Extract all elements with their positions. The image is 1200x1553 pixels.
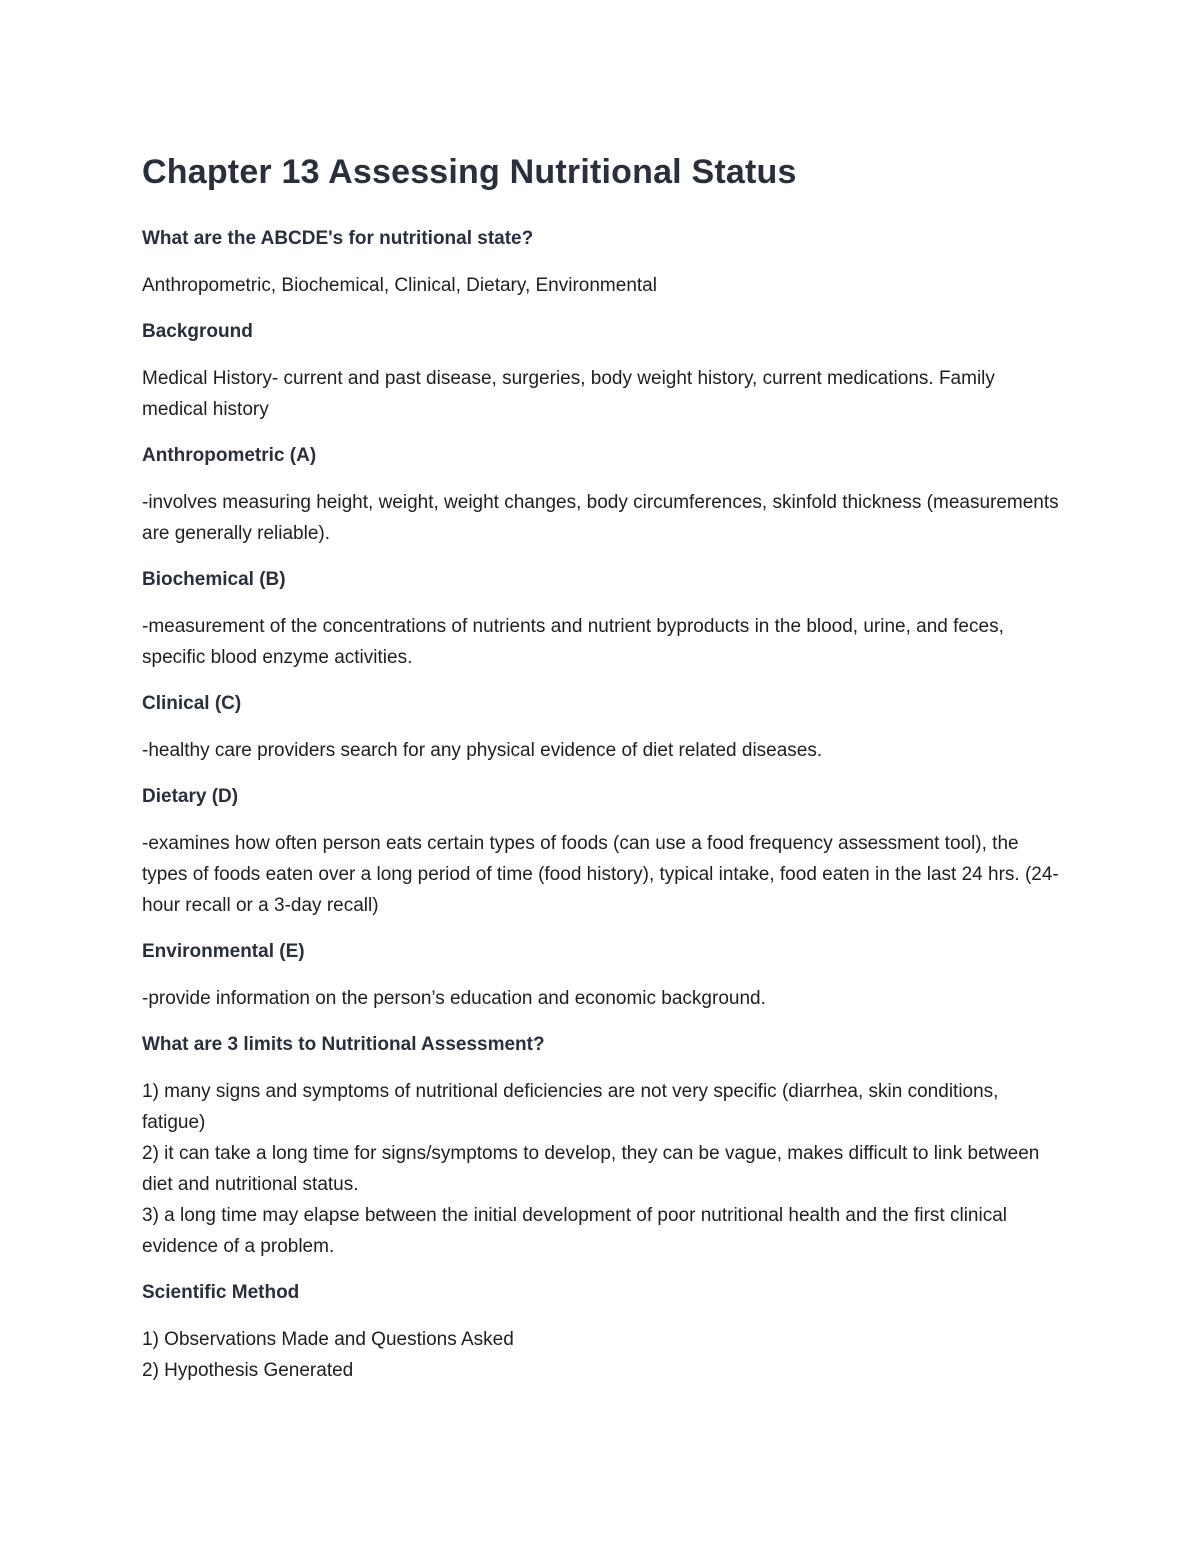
section-heading: Background [142, 321, 253, 342]
list-item: 3) a long time may elapse between the initial development of poor nutritional health and the first clinical evidence of a problem. [142, 1205, 1008, 1257]
section-text: Anthropometric, Biochemical, Clinical, Dietary, Environmental [142, 275, 657, 296]
section-text: -involves measuring height, weight, weight changes, body circumferences, skinfold thickness (measurements are generally reliable). [142, 492, 1059, 544]
section-heading: Environmental (E) [142, 941, 305, 962]
section-limits [142, 1030, 1062, 1262]
section-text: -healthy care providers search for any physical evidence of diet related diseases. [142, 740, 823, 761]
section-heading: What are the ABCDE's for nutritional state? [142, 228, 534, 249]
page-title: Chapter 13 Assessing Nutritional Status [142, 153, 797, 191]
section-heading: Clinical (C) [142, 693, 242, 714]
section-background [142, 317, 1062, 425]
section-text: -provide information on the person’s education and economic background. [142, 988, 766, 1009]
list-item: 1) many signs and symptoms of nutritional deficiencies are not very specific (diarrhea, skin conditions, fatigue) [142, 1081, 999, 1133]
section-heading: Scientific Method [142, 1282, 300, 1303]
section-dietary [142, 782, 1062, 921]
section-environmental [142, 937, 1062, 1014]
section-heading: Dietary (D) [142, 786, 239, 807]
section-text: -examines how often person eats certain types of foods (can use a food frequency assessment tool), the types of foods eaten over a long period of time (food history), typical intake, food eaten in the last 24 hrs. (24-hour recall or a 3-day recall) [142, 833, 1059, 916]
document-content [142, 150, 1062, 1402]
section-scientific-method [142, 1278, 1062, 1386]
list-item: 1) Observations Made and Questions Asked [142, 1329, 514, 1350]
scientific-method-list [142, 1324, 1062, 1386]
list-item: 2) Hypothesis Generated [142, 1360, 354, 1381]
section-clinical [142, 689, 1062, 766]
section-text: -measurement of the concentrations of nutrients and nutrient byproducts in the blood, urine, and feces, specific blood enzyme activities. [142, 616, 1004, 668]
section-abcde [142, 224, 1062, 301]
section-heading: Biochemical (B) [142, 569, 286, 590]
list-item: 2) it can take a long time for signs/symptoms to develop, they can be vague, makes difficult to link between diet and nutritional status. [142, 1143, 1040, 1195]
section-heading: What are 3 limits to Nutritional Assessment? [142, 1034, 545, 1055]
section-text: Medical History- current and past disease, surgeries, body weight history, current medications. Family medical history [142, 368, 995, 420]
section-biochemical [142, 565, 1062, 673]
section-heading: Anthropometric (A) [142, 445, 317, 466]
limits-list [142, 1076, 1062, 1262]
section-anthropometric [142, 441, 1062, 549]
